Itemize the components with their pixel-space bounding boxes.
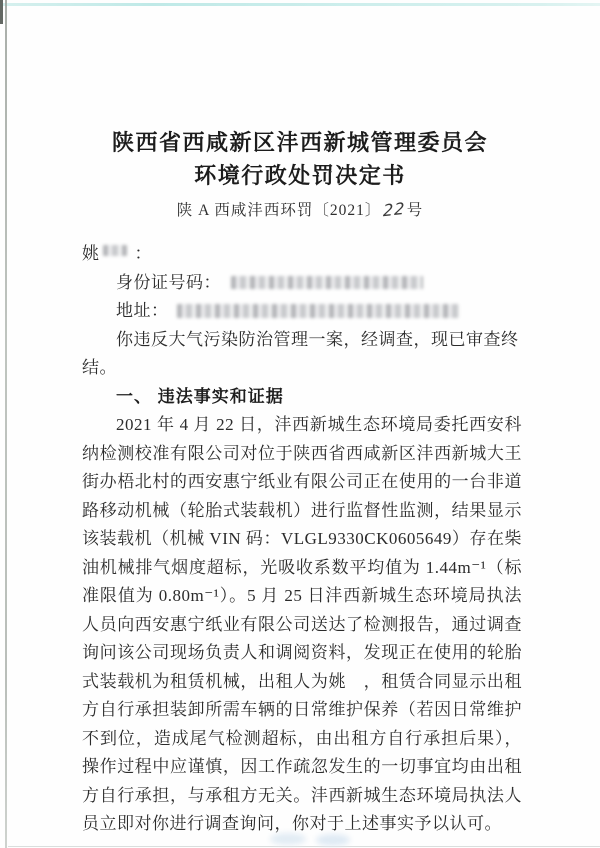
document-body xyxy=(82,240,522,839)
facts-paragraph: 2021 年 4 月 22 日，沣西新城生态环境局委托西安科纳检测校准有限公司对位于陕西省西咸新区沣西新城大王街办梧北村的西安惠宁纸业有限公司正在使用的一台非道路移动机械（轮胎式装载机）进行监督性监测，结果显示该装载机（机械 VIN 码：VLGL9330CK0605649）存在柴油机械排气烟度超标，光吸收系数平均值为 1.44m⁻¹（标准限值为 0.80m⁻¹）。5 月 25 日沣西新城生态环境局执法人员向西安惠宁纸业有限公司送达了检测报告，通过调查询问该公司现场负责人和调阅资料，发现正在使用的轮胎式装载机为租赁机械，出租人为姚 ，租赁合同显示出租方自行承担装卸所需车辆的日常维护保养（若因日常维护不到位，造成尾气检测超标，由出租方自行承担后果），操作过程中应谨慎，因工作疏忽发生的一切事宜均由出租方自行承担，与承租方无关。沣西新城生态环境局执法人员立即对你进行调查询问，你对于上述事实予以认可。 xyxy=(82,415,522,833)
redacted-given-name xyxy=(103,245,127,256)
scan-edge-bottom xyxy=(8,846,600,847)
addressee-surname: 姚 xyxy=(82,244,100,263)
section-heading-facts: 一、 违法事实和证据 xyxy=(116,386,284,406)
id-number-line xyxy=(82,269,522,298)
address-line xyxy=(82,297,522,326)
document-title-line1: 陕西省西咸新区沣西新城管理委员会 xyxy=(111,130,488,155)
document-number-suffix: 号 xyxy=(406,202,424,219)
address-label: 地址： xyxy=(116,301,169,320)
scan-corner-mark xyxy=(0,0,3,24)
addressee-name-line xyxy=(82,240,522,269)
document-title xyxy=(0,126,600,192)
addressee-colon: ： xyxy=(134,244,152,263)
document-number-prefix: 陕 A 西咸沣西环罚〔2021〕 xyxy=(176,202,382,219)
scan-edge-top xyxy=(0,3,600,6)
handwritten-case-number: 22 xyxy=(383,198,406,221)
case-intro-line: 你违反大气污染防治管理一案，经调查，现已审查终结。 xyxy=(82,329,519,377)
redacted-id-number xyxy=(231,276,423,289)
document-title-line2: 环境行政处罚决定书 xyxy=(194,163,406,188)
redacted-address xyxy=(177,304,459,318)
document-number xyxy=(0,198,600,220)
id-number-label: 身份证号码： xyxy=(116,272,221,292)
